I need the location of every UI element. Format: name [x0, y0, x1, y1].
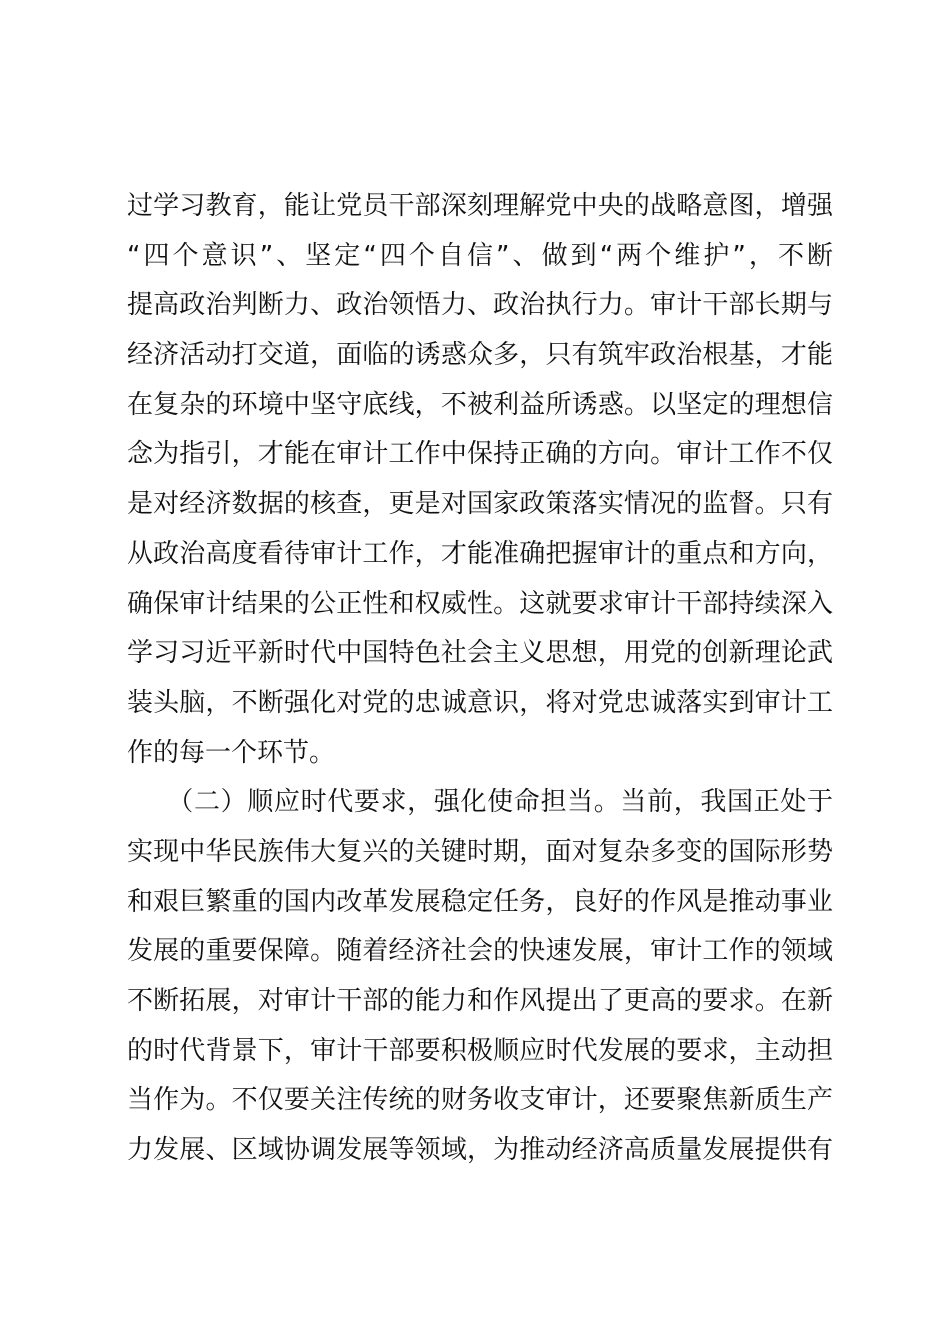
text-line: 是对经济数据的核查，更是对国家政策落实情况的监督。只有	[127, 489, 833, 520]
text-line: 和艰巨繁重的国内改革发展稳定任务，良好的作风是推动事业	[127, 886, 833, 917]
body-text	[127, 182, 833, 1176]
text-line: 念为指引，才能在审计工作中保持正确的方向。审计工作不仅	[127, 439, 833, 470]
text-line: 实现中华民族伟大复兴的关键时期，面对复杂多变的国际形势	[127, 836, 833, 867]
text-line: 在复杂的环境中坚守底线，不被利益所诱惑。以坚定的理想信	[127, 389, 833, 420]
text-line: 发展的重要保障。随着经济社会的快速发展，审计工作的领域	[127, 936, 833, 967]
paragraph-end-line: 作的每一个环节。	[127, 737, 336, 768]
text-line: 的时代背景下，审计干部要积极顺应时代发展的要求，主动担	[127, 1035, 833, 1066]
text-line: 当作为。不仅要关注传统的财务收支审计，还要聚焦新质生产	[127, 1085, 833, 1116]
text-line: 装头脑，不断强化对党的忠诚意识，将对党忠诚落实到审计工	[127, 687, 833, 718]
text-line: 确保审计结果的公正性和权威性。这就要求审计干部持续深入	[127, 588, 833, 619]
text-line: 经济活动打交道，面临的诱惑众多，只有筑牢政治根基，才能	[127, 340, 833, 371]
text-line: 过学习教育，能让党员干部深刻理解党中央的战略意图，增强	[127, 191, 833, 221]
text-line: “四个意识”、坚定“四个自信”、做到“两个维护”，不断	[127, 240, 833, 271]
text-line: 不断拓展，对审计干部的能力和作风提出了更高的要求。在新	[127, 986, 833, 1016]
text-line: 学习习近平新时代中国特色社会主义思想，用党的创新理论武	[127, 638, 833, 669]
section-heading-line: （二）顺应时代要求，强化使命担当。当前，我国正处于	[127, 787, 833, 818]
text-line: 从政治高度看待审计工作，才能准确把握审计的重点和方向，	[127, 538, 833, 569]
text-line: 提高政治判断力、政治领悟力、政治执行力。审计干部长期与	[127, 290, 833, 321]
text-line: 力发展、区域协调发展等领域，为推动经济高质量发展提供有	[127, 1135, 833, 1166]
